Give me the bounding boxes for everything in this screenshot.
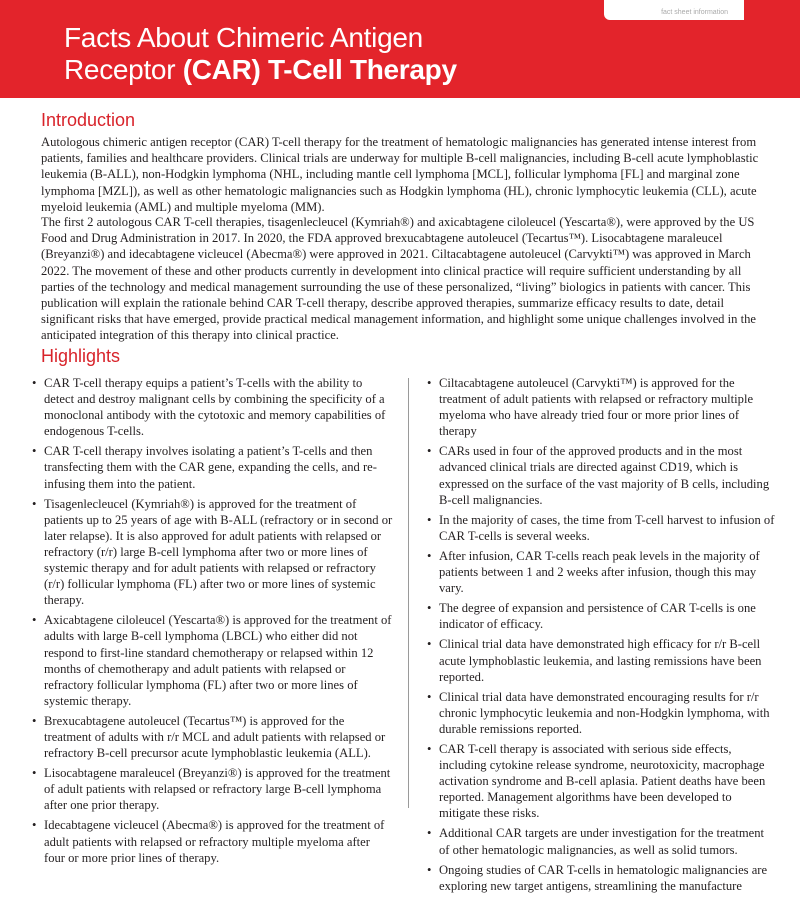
introduction-paragraph-2: The first 2 autologous CAR T-cell therapies, tisagenlecleucel (Kymriah®) and axicabtagene ciloleucel (Yescarta®), were approved by the US Food and Drug Administration in 2017. In 2020, the FDA approved brexucabtagene autoleucel (Tecartus™). Lisocabtagene maraleucel (Breyanzi®) and idecabtagene vicleucel (Abecma®) were approved in 2021. Ciltacabtagene autoleucel (Carvykti™) was approved in March 2022. The movement of these and other products currently in development into clinical practice will require sufficient understanding by all parties of the technology and medical management surrounding the use of these personalized, “living” biologics in patients with cancer. This publication will explain the rationale behind CAR T-cell therapy, describe approved therapies, summarize efficacy results to date, detail significant risks that have emerged, provide practical medical management information, and highlight some unique challenges involved in the anticipated integration of this therapy into clinical practice.	[41, 215, 756, 343]
list-item: • Idecabtagene vicleucel (Abecma®) is approved for the treatment of adult patients with relapsed or refractory multiple myeloma after four or more prior lines of therapy.	[32, 817, 394, 865]
list-item: • CARs used in four of the approved products and in the most advanced clinical trials are directed against CD19, which is expressed on the surface of the vast majority of B cells, including B-cell malignancies.	[427, 443, 775, 507]
list-item: • CAR T-cell therapy involves isolating a patient’s T-cells and then transfecting them with the CAR gene, expanding the cells, and re-infusing them into the patient.	[32, 443, 394, 491]
highlights-heading: Highlights	[41, 346, 121, 366]
list-item: • Tisagenlecleucel (Kymriah®) is approved for the treatment of patients up to 25 years of age with B-ALL (refractory or in second or later relapse). It is also approved for adult patients with relapsed or refractory (r/r) large B-cell lymphoma after two or more lines of systemic therapy and for adult patients with relapsed or refractory (r/r) follicular lymphoma (FL) after two or more lines of systemic therapy.	[32, 496, 394, 609]
list-item: • In the majority of cases, the time from T-cell harvest to infusion of CAR T-cells is several weeks.	[427, 512, 775, 544]
list-item: • CAR T-cell therapy equips a patient’s T-cells with the ability to detect and destroy malignant cells by combining the specificity of a monoclonal antibody with the cytotoxic and memory capabilities of endogenous T-cells.	[32, 375, 394, 439]
title-line-2-regular: Receptor	[64, 54, 183, 85]
introduction-heading: Introduction	[41, 110, 136, 130]
list-item: • After infusion, CAR T-cells reach peak levels in the majority of patients between 1 and 2 weeks after infusion, though this may vary.	[427, 548, 775, 596]
highlights-left-list	[32, 375, 394, 870]
list-item: • Clinical trial data have demonstrated encouraging results for r/r chronic lymphocytic leukemia and non-Hodgkin lymphoma, with durable remissions reported.	[427, 689, 775, 737]
list-item: • Ongoing studies of CAR T-cells in hematologic malignancies are exploring new target antigens, streamlining the manufacture	[427, 862, 775, 894]
list-item: • Additional CAR targets are under investigation for the treatment of other hematologic malignancies, as well as solid tumors.	[427, 825, 775, 857]
header-banner	[0, 0, 800, 98]
fact-sheet-tab	[604, 0, 744, 20]
list-item: • Axicabtagene ciloleucel (Yescarta®) is approved for the treatment of adults with large B-cell lymphoma (LBCL) who either did not respond to first-line standard chemotherapy or relapsed within 12 months of chemotherapy and adult patients with relapsed or refractory follicular lymphoma (FL) after two or more lines of systemic therapy.	[32, 612, 394, 709]
list-item: • Ciltacabtagene autoleucel (Carvykti™) is approved for the treatment of adult patients with relapsed or refractory multiple myeloma who have already tried four or more prior lines of therapy	[427, 375, 775, 439]
column-divider	[408, 378, 409, 808]
fact-sheet-tab-text: fact sheet information	[661, 9, 728, 16]
introduction-paragraph-1: Autologous chimeric antigen receptor (CAR) T-cell therapy for the treatment of hematologic malignancies has generated intense interest from patients, families and healthcare providers. Clinical trials are underway for multiple B-cell malignancies, including B-cell acute lymphoblastic leukemia (B-ALL), non-Hodgkin lymphoma (NHL, including mantle cell lymphoma [MCL], follicular lymphoma [FL] and marginal zone lymphoma [MZL]), as well as other hematologic malignancies such as Hodgkin lymphoma (HL), chronic lymphocytic leukemia (CLL), acute myeloid leukemia (AML) and multiple myeloma (MM).	[41, 135, 759, 214]
title-line-1: Facts About Chimeric Antigen	[64, 22, 423, 53]
list-item: • Clinical trial data have demonstrated high efficacy for r/r B-cell acute lymphoblastic leukemia, and lasting remissions have been reported.	[427, 636, 775, 684]
title-line-2-bold: (CAR) T-Cell Therapy	[182, 54, 457, 85]
list-item: • Lisocabtagene maraleucel (Breyanzi®) is approved for the treatment of adult patients with relapsed or refractory large B-cell lymphoma after one prior therapy.	[32, 765, 394, 813]
list-item: • The degree of expansion and persistence of CAR T-cells is one indicator of efficacy.	[427, 600, 775, 632]
list-item: • Brexucabtagene autoleucel (Tecartus™) is approved for the treatment of adults with r/r MCL and adult patients with relapsed or refractory B-cell precursor acute lymphoblastic leukemia (ALL).	[32, 713, 394, 761]
list-item: • CAR T-cell therapy is associated with serious side effects, including cytokine release syndrome, neurotoxicity, macrophage activation syndrome and B-cell aplasia. Patient deaths have been reported. Management algorithms have been developed to mitigate these risks.	[427, 741, 775, 821]
highlights-right-list	[427, 375, 775, 898]
page-title	[64, 22, 457, 86]
